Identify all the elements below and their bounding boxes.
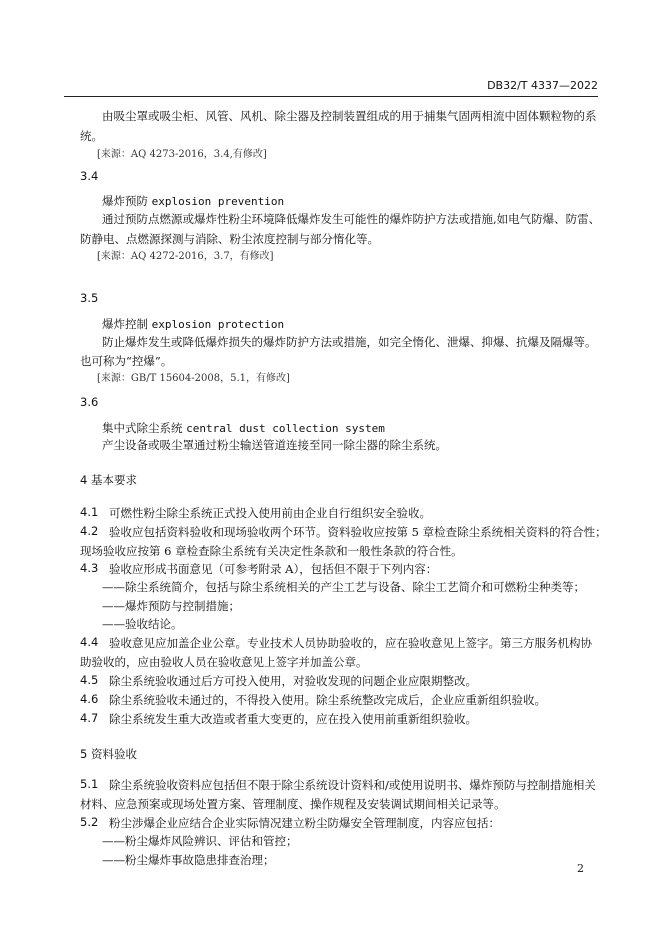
list-item: ——除尘系统简介，包括与除尘系统相关的产尘工艺与设备、除尘工艺简介和可燃粉尘种类等； [102, 580, 585, 594]
clause-text: 除尘系统验收资料应包括但不限于除尘系统设计资料和/或使用说明书、爆炸预防与控制措施相关 [109, 778, 596, 792]
paragraph-line: 也可称为“控爆”。 [80, 354, 173, 368]
clause-text: 可燃性粉尘除尘系统正式投入使用前由企业自行组织安全验收。 [109, 506, 431, 520]
source-note: [来源：GB/T 15604-2008，5.1，有修改] [97, 373, 290, 384]
term-title-en: central dust collection system [186, 422, 385, 435]
term-title-zh: 爆炸控制 [102, 317, 148, 331]
clause-text: 材料、应急预案或现场处置方案、管理制度、操作规程及安装调试期间相关记录等。 [80, 797, 506, 811]
list-item: ——粉尘爆炸事故隐患排查治理； [102, 853, 275, 867]
source-note: [来源：AQ 4273-2016，3.4,有修改] [97, 149, 267, 160]
term-title [102, 316, 284, 332]
clause-text: 除尘系统验收未通过的，不得投入使用。除尘系统整改完成后，企业应重新组织验收。 [109, 693, 546, 707]
section-heading: 4 基本要求 [80, 473, 137, 487]
clause-text: 助验收的，应由验收人员在验收意见上签字并加盖公章。 [80, 655, 368, 669]
term-title-zh: 爆炸预防 [102, 194, 148, 208]
clause-text: 现场验收应按第 6 章检查除尘系统有关决定性条款和一般性条款的符合性。 [80, 544, 463, 558]
clause-text: 除尘系统验收通过后方可投入使用，对验收发现的问题企业应限期整改。 [109, 674, 477, 688]
clause-number: 5.1 [80, 777, 99, 791]
clause-number: 4.3 [80, 561, 99, 575]
paragraph-line: 产尘设备或吸尘罩通过粉尘输送管道连接至同一除尘器的除尘系统。 [102, 438, 447, 452]
paragraph-line: 由吸尘罩或吸尘柜、风管、风机、除尘器及控制装置组成的用于捕集气固两相流中固体颗粒物的系 [102, 109, 597, 123]
clause-number: 5.2 [80, 815, 99, 829]
clause-number: 4.5 [80, 673, 99, 687]
paragraph-line: 防止爆炸发生或降低爆炸损失的爆炸防护方法或措施，如完全惰化、泄爆、抑爆、抗爆及隔爆等。 [102, 335, 597, 349]
page-number: 2 [577, 862, 584, 875]
term-title-zh: 集中式除尘系统 [102, 421, 183, 435]
term-title [102, 193, 284, 209]
paragraph-line: 统。 [80, 129, 103, 143]
source-note: [来源：AQ 4272-2016，3.7，有修改] [97, 251, 274, 262]
clause-text: 验收意见应加盖企业公章。专业技术人员协助验收的，应在验收意见上签字。第三方服务机构协 [109, 636, 592, 650]
term-title-en: explosion protection [151, 318, 285, 331]
clause-number: 4.4 [80, 635, 99, 649]
term-title-en: explosion prevention [151, 195, 285, 208]
term-number: 3.4 [80, 169, 99, 183]
term-title [102, 420, 385, 436]
clause-number: 4.1 [80, 505, 99, 519]
term-number: 3.5 [80, 291, 99, 305]
clause-text: 验收应包括资料验收和现场验收两个环节。资料验收应按第 5 章检查除尘系统相关资料的符合性； [109, 525, 607, 539]
list-item: ——爆炸预防与控制措施； [102, 599, 240, 613]
clause-number: 4.7 [80, 711, 99, 725]
paragraph-line: 防静电、点燃源探测与消除、粉尘浓度控制与部分惰化等。 [80, 232, 379, 246]
list-item: ——验收结论。 [102, 617, 183, 631]
clause-number: 4.6 [80, 692, 99, 706]
list-item: ——粉尘爆炸风险辨识、评估和管控； [102, 834, 298, 848]
header-rule [64, 96, 598, 97]
section-heading: 5 资料验收 [80, 747, 137, 761]
clause-text: 验收应形成书面意见（可参考附录 A），包括但不限于下列内容： [109, 562, 438, 576]
paragraph-line: 通过预防点燃源或爆炸性粉尘环境降低爆炸发生可能性的爆炸防护方法或措施,如电气防爆、防雷、 [102, 212, 601, 226]
clause-text: 除尘系统发生重大改造或者重大变更的，应在投入使用前重新组织验收。 [109, 712, 477, 726]
clause-number: 4.2 [80, 524, 99, 538]
term-number: 3.6 [80, 395, 99, 409]
document-code: DB32/T 4337—2022 [487, 79, 598, 92]
clause-text: 粉尘涉爆企业应结合企业实际情况建立粉尘防爆安全管理制度，内容应包括： [109, 816, 500, 830]
